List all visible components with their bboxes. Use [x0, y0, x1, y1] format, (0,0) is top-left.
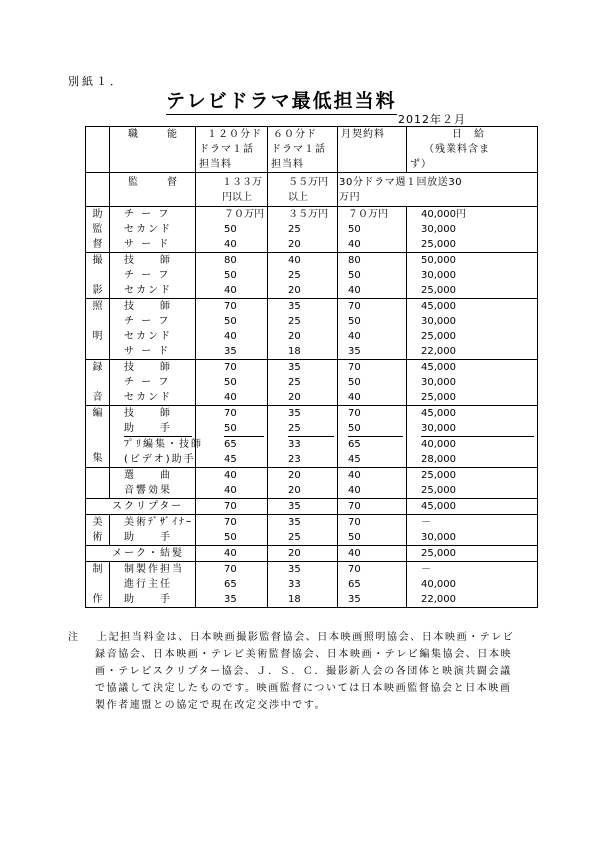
fee-daily: 45,000 30,000 40,000 28,000	[407, 406, 538, 468]
fee-120min: 40 40	[196, 468, 268, 499]
fee-daily: 50,000 30,000 25,000	[407, 253, 538, 299]
role-names: 技 師 チ ー フ セカンド サ ー ド	[110, 299, 196, 360]
fee-monthly: 80 50 40	[338, 253, 407, 299]
fee-daily: 25,000	[407, 546, 538, 562]
group-name: 録 音	[86, 360, 110, 406]
fee-monthly: 70 50 40 35	[338, 299, 407, 360]
fee-120min: 40	[196, 546, 268, 562]
fee-monthly: 40	[338, 546, 407, 562]
header-monthly: 月契約料	[338, 127, 407, 173]
fee-60min: 35 25 33 23	[268, 406, 338, 468]
page-title: テレビドラマ最低担当料	[166, 86, 397, 115]
group-name: 制 作	[86, 562, 110, 608]
fee-60min: ３５万円 25 20	[268, 207, 338, 253]
fee-monthly: 40 40	[338, 468, 407, 499]
role-names: 制製作担当 進行主任 助 手	[110, 562, 196, 608]
role-name: スクリプター	[86, 499, 196, 515]
role-names: 美術ﾃﾞｻﾞｲﾅｰ 助 手	[110, 515, 196, 546]
header-120min: １２０分ド ドラマ１話 担当料	[196, 127, 268, 173]
header-group-cell	[86, 127, 110, 173]
header-daily: 日 給 （残業料含ま ず）	[407, 127, 538, 173]
fee-60min: 35 25	[268, 515, 338, 546]
group-name	[86, 468, 110, 499]
fee-60min: 20	[268, 546, 338, 562]
fee-daily: 45,000	[407, 499, 538, 515]
role-names: 選 曲 音響効果	[110, 468, 196, 499]
fee-120min: 70 50 40	[196, 360, 268, 406]
fee-daily: 45,000 30,000 25,000	[407, 360, 538, 406]
table-row	[86, 468, 538, 499]
role-names: チ ー フ セカンド サ ー ド	[110, 207, 196, 253]
role-names: 技 師 チ ー フ セカンド	[110, 253, 196, 299]
fee-monthly: 70 65 35	[338, 562, 407, 608]
header-role: 職 能	[110, 127, 196, 173]
fee-120min: 80 50 40	[196, 253, 268, 299]
fee-monthly: 70 50	[338, 515, 407, 546]
document-date: 2012年２月	[398, 113, 466, 126]
fee-60min: 20 20	[268, 468, 338, 499]
table-row	[86, 406, 538, 468]
fee-daily: 45,000 30,000 25,000 22,000	[407, 299, 538, 360]
group-name: 撮 影	[86, 253, 110, 299]
role-names: 技 師 助 手 ﾌﾟﾘ編集・技師 (ビデオ)助手	[110, 406, 196, 468]
fee-120min: 70 50 65 45	[196, 406, 268, 468]
table-row	[86, 562, 538, 608]
group-name: 助 監 督	[86, 207, 110, 253]
fee-monthly: ７０万円 50 40	[338, 207, 407, 253]
group-name: 編 集	[86, 406, 110, 468]
fee-monthly: 70 50 65 45	[338, 406, 407, 468]
director-row: 監 督 １３３万 円以上 ５５万円 以上 30分ドラマ週１回放送30 万円	[86, 173, 538, 207]
footnote-text: 上記担当料金は、日本映画撮影監督協会、日本映画照明協会、日本映画・テレビ録音協会、日本映画・テレビ美術監督協会、日本映画・テレビ編集協会、日本映画・テレビスクリプター協会、Ｊ．Ｓ．Ｃ．撮影新人会の各団体と映演共闘会議で協議して決定したものです。映画監督については日本映画監督協会と日本映画製作者連盟との協定で現在改定交渉中です。	[95, 632, 515, 711]
role-name: メーク・結髪	[86, 546, 196, 562]
fee-60min: 35 25 20	[268, 360, 338, 406]
fee-table	[85, 126, 538, 608]
table-row	[86, 360, 538, 406]
footnote-label: 注	[68, 632, 80, 643]
fee-monthly: 70	[338, 499, 407, 515]
fee-60min: 35 33 18	[268, 562, 338, 608]
fee-60min: 35 25 20 18	[268, 299, 338, 360]
table-row	[86, 499, 538, 515]
group-name: 美 術	[86, 515, 110, 546]
fee-daily: － 40,000 22,000	[407, 562, 538, 608]
fee-daily: 25,000 25,000	[407, 468, 538, 499]
fee-120min: ７０万円 50 40	[196, 207, 268, 253]
role-names: 技 師 チ ー フ セカンド	[110, 360, 196, 406]
header-row	[86, 127, 538, 173]
header-60min: ６０分ド ドラマ１話 担当料	[268, 127, 338, 173]
table-row	[86, 253, 538, 299]
fee-60min: 35	[268, 499, 338, 515]
role-groups	[86, 207, 538, 608]
fee-60min: 40 25 20	[268, 253, 338, 299]
fee-monthly: 70 50 40	[338, 360, 407, 406]
table-row	[86, 207, 538, 253]
fee-120min: 70 50	[196, 515, 268, 546]
fee-120min: 70	[196, 499, 268, 515]
fee-120min: 70 65 35	[196, 562, 268, 608]
group-name: 照 明	[86, 299, 110, 360]
fee-daily: － 30,000	[407, 515, 538, 546]
footnote	[68, 629, 523, 714]
annex-label: 別紙１．	[68, 75, 124, 88]
table-row	[86, 299, 538, 360]
table-row	[86, 546, 538, 562]
table-row	[86, 515, 538, 546]
fee-120min: 70 50 40 35	[196, 299, 268, 360]
fee-daily: 40,000円 30,000 25,000	[407, 207, 538, 253]
